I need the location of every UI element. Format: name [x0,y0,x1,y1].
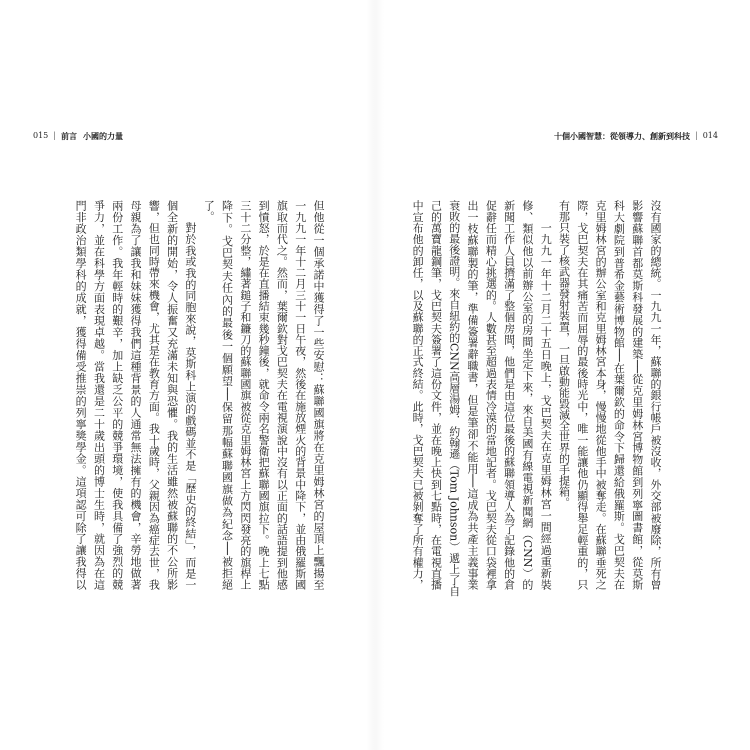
text-column: 兩份工作。我年輕時的艱辛，加上缺乏公平的競爭環境，使我具備了強烈的競 [110,200,124,590]
page-number: 015 [33,131,49,140]
text-column: 中宣布他的卸任，以及蘇聯的正式終結。此時，戈巴契夫已被剝奪了所有權力， [411,200,425,590]
text-column: 對於我或我的同胞來說，莫斯科上演的戲碼並不是「歷史的終結」，而是一 [183,222,197,590]
right-page-body [408,200,664,597]
text-column: 衰敗的最後證明。來自紐約的CNN高層湯姆．約翰遜（Tom Johnson）遞上了自 [447,200,461,597]
text-column: 己的萬寶龍鋼筆，戈巴契夫簽署了這份文件，並在晚上快到七點時，在電視直播 [429,200,443,590]
text-column: 新聞工作人員擠滿了整個房間，他們是由這位最後的蘇聯領導人為了記錄他的倉 [502,200,516,590]
text-column: 個全新的開始，令人振奮又充滿未知與恐懼。我的生活雖然被蘇聯的不公所影 [165,200,179,590]
text-column: 響，但也同時帶來機會，尤其是在教育方面。我十歲時，父親因為癌症去世，我 [147,200,161,590]
text-column: 影響蘇聯首都莫斯科發展的建築──從克里姆林宮博物館到列寧圖書館，從莫斯 [630,200,644,590]
text-column: 有那只裝了核武器發射裝置，一旦啟動能毀滅全世界的手提箱。 [557,200,571,508]
text-column: 爭力，並在科學方面表現卓越。當我還是二十歲出頭的博士生時，就因為在這 [92,200,106,590]
text-column: 一九九一年十二月二十五日晚上，戈巴契夫在克里姆林宮一間經過重新裝 [539,222,553,590]
text-column: 修、類似他以前辦公室的房間坐定下來，來自美國有線電視新聞網（CNN）的 [520,200,534,590]
text-column: 降下。戈巴契夫任內的最後一個願望──保留那幅蘇聯國旗做為紀念──被拒絕 [220,200,234,590]
text-column: 促辭任而精心挑選的。人數甚至超過表情冷漠的當地記者。戈巴契夫從口袋裡拿 [484,200,498,590]
chapter-title: 小國的力量 [82,131,123,141]
left-page-body [71,200,327,590]
book-title: 十個小國智慧：從領導力、創新到科技 [554,131,691,141]
text-column: 三十二分整，繡著鎚子和鐮刀的蘇聯國旗被從克里姆林宮上方閃閃發亮的旗桿上 [238,200,252,590]
text-column: 到憤怒，於是在直播結束幾秒鐘後，就命令兩名警衛把蘇聯國旗拉下。晚上七點 [257,200,271,590]
text-column: 旗取而代之。然而，葉爾欽對戈巴契夫在電視演說中沒有以正面的話語提到他感 [275,200,289,590]
header-separator: | [695,131,698,140]
text-column: 際，戈巴契夫在其痛苦而屈辱的最後時光中，唯一能讓他仍顯得舉足輕重的，只 [575,200,589,590]
page-gutter [366,0,384,750]
section-label: 前言 [60,131,77,141]
text-column: 出一枝蘇聯製的筆，準備簽署辭職書，但是筆卻不能用──這成為共產主義事業 [466,200,480,590]
text-column: 克里姆林宮的辦公室和克里姆林宮本身，慢慢地從他手中被奪走。在蘇聯垂死之 [594,200,608,590]
text-column: 門非政治類學科的成就，獲得備受推崇的列寧獎學金。這項認可除了讓我得以 [74,200,88,590]
text-column: 了。 [202,200,216,222]
text-column: 科大劇院到普希金藝術博物館──在葉爾欽的命令下歸還給俄羅斯。戈巴契夫在 [612,200,626,590]
right-page-header [554,131,718,141]
text-column: 沒有國家的總統。一九九一年，蘇聯的銀行帳戶被沒收，外交部被廢除，所有曾 [649,200,662,590]
text-column: 一九九一年十二月三十一日午夜，然後在施放煙火的背景中降下，並由俄羅斯國 [293,200,307,590]
text-column: 母親為了讓我和妹妹獲得我們這種背景的人通常無法擁有的機會，辛勞地做著 [129,200,143,590]
page-number: 014 [702,131,718,140]
header-separator: | [53,131,56,140]
text-column: 但他從一個承諾中獲得了一些安慰：蘇聯國旗將在克里姆林宮的屋頂上飄揚至 [312,200,325,590]
left-page-header [33,131,123,141]
